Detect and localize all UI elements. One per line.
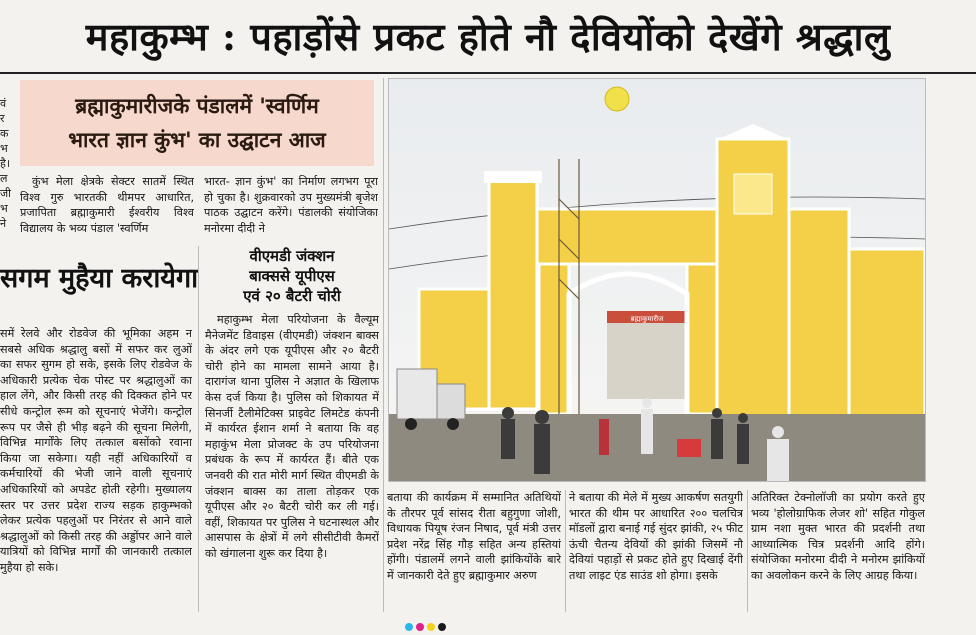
story1-headline-line2: भारत ज्ञान कुंभ' का उद्घाटन आज	[68, 127, 326, 152]
column-divider	[565, 490, 566, 612]
banner-text: ब्रह्माकुमारीज	[630, 315, 664, 323]
story2-paragraph: समें रेलवे और रोडवेज की भूमिका अहम न सबसे अधिक श्रद्धालु बसों में सफर कर लुओं का सफर सुगम हो सके, इसके लिए रोडवेज के अधिकारी प्रत्येक चेक पोस्ट पर श्रद्धालुओं का हाल लेंगे, और किसी तरह की दिक्कत होने पर सीधे कन्ट्रोल रूम को सूचनाएं भेजेंगे। कन्ट्रोल रूप पर जैसे ही भीड़ बढ़ने की सूचना मिलेगी, विभिन्न मार्गोंके लिए तत्काल बसोंको रवाना किया जा सकेगा। यही नहीं अधिकारियों व कर्मचारियों की भेजी जाने वाली सूचनाएं अधिकारियों को अपडेट होती रहेगी। मुख्यालय स्तर पर उत्तर प्रदेश राज्य सड़क हाकुम्भको लेकर प्रत्येक पहलुओं पर निरंतर से आने वाले श्रद्धालुओं को किसी तरह की अड्डोंपर आने वाले यात्रियों को विभिन्न मार्गों की जानकारी तत्काल मुहैया हो सके।	[0, 327, 192, 574]
edge-column-text: वं रक भ है। ल जी भ ने	[0, 97, 12, 230]
bottom-column-1	[387, 490, 561, 614]
column-divider	[198, 246, 199, 612]
pandal-photo	[388, 78, 926, 482]
bottom-paragraph-2: ने बताया की मेले में मुख्य आकर्षण सतयुगी भारत की थीम पर आधारित २०० चलचित्र मॉडलों द्वारा बनाई गई सुंदर झांकी, २५ फीट ऊंची चैतन्य देवियों की झांकी जिसमें नौ देवियां पहाड़ों से प्रकट होते हुए दिखाई देंगी तथा लाइट एंड साउंड शो होगा। इसके	[569, 491, 743, 582]
bottom-column-3	[751, 490, 925, 614]
story3-headline	[205, 246, 379, 308]
story3-headline-line1: वीएमडी जंक्शन	[249, 247, 335, 265]
headline: महाकुम्भ : पहाड़ोंसे प्रकट होते नौ देवियोंको देखेंगे श्रद्धालु	[85, 14, 891, 59]
column-divider	[383, 78, 384, 612]
pandal-gate-illustration	[389, 79, 925, 481]
bottom-column-2	[569, 490, 743, 614]
story1-paragraph-left: कुंभ मेला क्षेत्रके सेक्टर सातमें स्थित विश्व गुरु भारतकी थीमपर आधारित, प्रजापिता ब्रह्माकुमारी ईश्वरीय विश्व विद्यालय के भव्य पंडाल 'स्वर्णिम	[20, 175, 194, 235]
story2-body	[0, 326, 192, 610]
bottom-paragraph-1: बताया की कार्यक्रम में सम्मानित अतिथियों के तौरपर पूर्व सांसद रीता बहुगुणा जोशी, विधायक पियूष रंजन निषाद, पूर्व मंत्री उत्तर प्रदेश नरेंद्र सिंह गौड़ सहित अन्य हस्तियां होंगी। पंडालमें लगने वाली झांकियोंके बारे में जानकारी देते हुए ब्रह्माकुमार अरुण	[387, 491, 561, 582]
cyan-mark	[405, 623, 413, 631]
story2-headline: सगम मुहैया करायेगा	[0, 263, 199, 294]
story3-headline-line3: एवं २० बैटरी चोरी	[243, 287, 341, 305]
headline-rule	[0, 72, 976, 74]
story1-paragraph-right: भारत- ज्ञान कुंभ' का निर्माण लगभग पूरा हो चुका है। शुक्रवारको उप मुख्यमंत्री बृजेश पाठक उद्घाटन करेंगे। पंडालकी संयोजिका मनोरमा दीदी ने	[204, 175, 378, 235]
column-divider	[747, 490, 748, 612]
story1-body-right	[204, 174, 378, 238]
story1-body-left	[20, 174, 194, 238]
story1-headline	[20, 80, 374, 166]
yellow-mark	[427, 623, 435, 631]
magenta-mark	[416, 623, 424, 631]
black-mark	[438, 623, 446, 631]
story1-headline-line1: ब्रह्माकुमारीजके पंडालमें 'स्वर्णिम	[75, 93, 319, 118]
story3-paragraph: महाकुम्भ मेला परियोजना के वैल्यूम मैनेजमेंट डिवाइस (वीएमडी) जंक्शन बाक्स के अंदर लगे एक यूपीएस और २० बैटरी चोरी होने का मामला सामने आया है। दारागंज थाना पुलिस ने अज्ञात के खिलाफ केस दर्ज किया है। पुलिस को शिकायत में सिनर्जी टैलीमेटिक्स प्राइवेट लिमटेड कंपनी में कार्यरत ईशान शर्मा ने बताया कि वह महाकुंभ मेला प्रोजक्ट के उप परियोजना प्रबंधक के रूप में कार्यरत हैं। बीते एक जनवरी की रात मोरी मार्ग स्थित वीएमडी के जंक्शन बाक्स का ताला तोड़कर एक यूपीएस और २० बैटरी चोरी कर ली गई। वहीं, शिकायत पर पुलिस ने घटनास्थल और आसपास के क्षेत्रों में लगे सीसीटीवी कैमरों को खंगालना शुरू कर दिया है।	[205, 313, 379, 560]
print-registration-marks	[405, 616, 449, 635]
story3-body	[205, 312, 379, 612]
bottom-paragraph-3: अतिरिक्त टेक्नोलॉजी का प्रयोग करते हुए भव्य 'होलोग्राफिक लेजर शो' सहित गोकुल ग्राम नशा मुक्त भारत की प्रदर्शनी तथा आध्यात्मिक चित्र प्रदर्शनी आदि होंगे। संयोजिका मनोरमा दीदी ने मनोरम झांकियों का अवलोकन करने के लिए आग्रह किया।	[751, 491, 925, 582]
story3-headline-line2: बाक्ससे यूपीएस	[249, 267, 335, 285]
